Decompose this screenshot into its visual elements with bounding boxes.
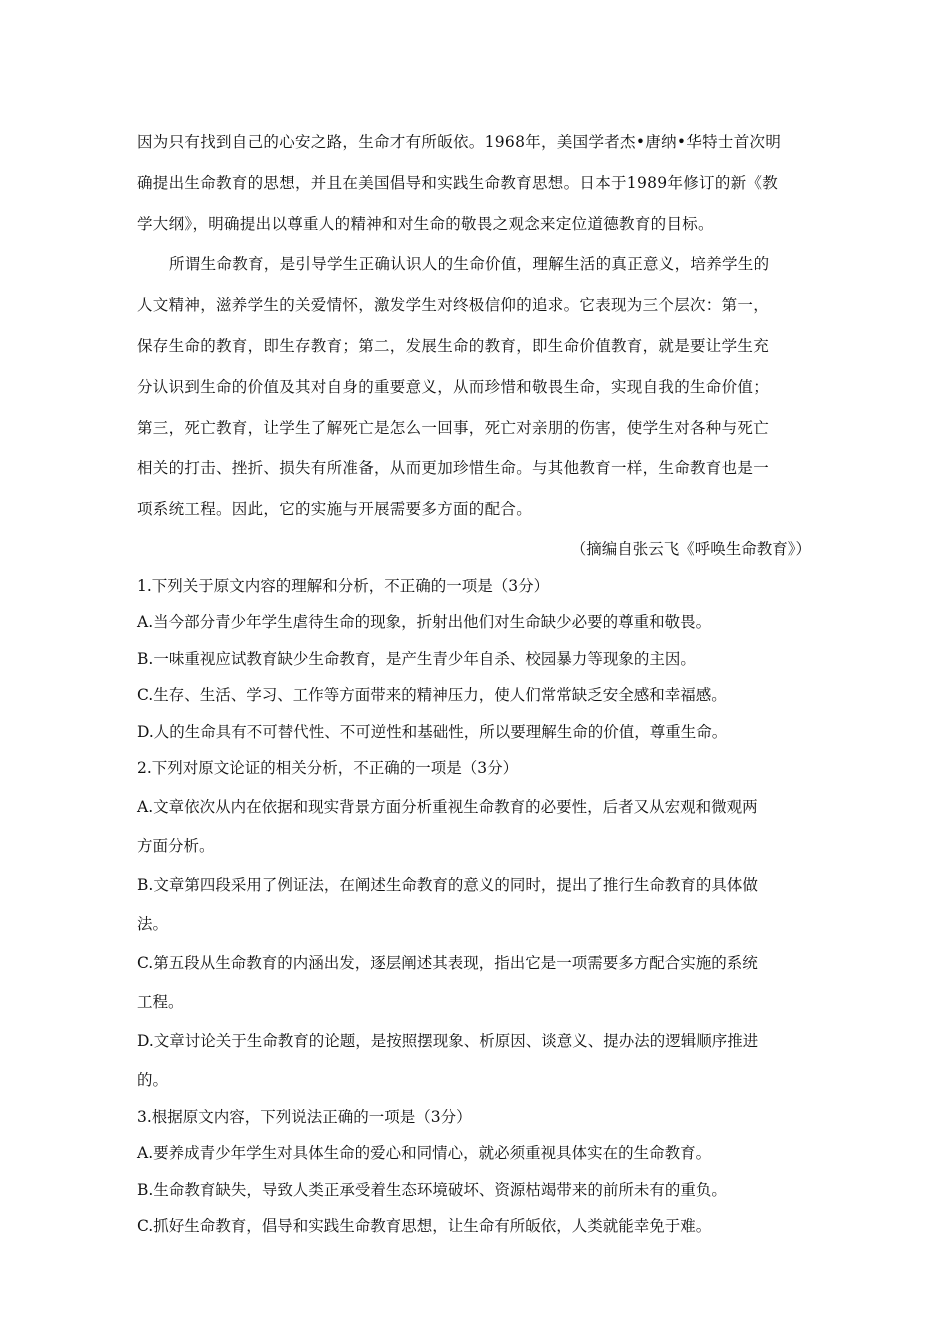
option-b: B.文章第四段采用了例证法，在阐述生命教育的意义的同时，提出了推行生命教育的具体做 — [137, 875, 758, 894]
passage-line: 人文精神，滋养学生的关爱情怀，激发学生对终极信仰的追求。它表现为三个层次：第一， — [137, 296, 770, 315]
option-b: B.一味重视应试教育缺少生命教育，是产生青少年自杀、校园暴力等现象的主因。 — [137, 649, 696, 668]
option-c-continued: 工程。 — [137, 992, 184, 1011]
passage-line: 学大纲》，明确提出以尊重人的精神和对生命的敬畏之观念来定位道德教育的目标。 — [137, 214, 714, 233]
question-3 — [137, 1099, 813, 1245]
passage-source: （摘编自张云飞《呼唤生命教育》） — [570, 539, 811, 558]
option-a: A.要养成青少年学生对具体生命的爱心和同情心，就必须重视具体实在的生命教育。 — [137, 1144, 712, 1163]
question-1 — [137, 568, 813, 751]
passage-line: 因为只有找到自己的心安之路，生命才有所皈依。1968年，美国学者杰•唐纳•华特士首次明 — [137, 133, 782, 151]
question-stem: 3.根据原文内容，下列说法正确的一项是（3分） — [137, 1107, 472, 1126]
option-d-continued: 的。 — [137, 1070, 169, 1089]
option-d: D.文章讨论关于生命教育的论题，是按照摆现象、析原因、谈意义、提办法的逻辑顺序推进 — [137, 1031, 759, 1050]
passage-line: 确提出生命教育的思想，并且在美国倡导和实践生命教育思想。日本于1989年修订的新《教 — [137, 173, 779, 192]
option-b-continued: 法。 — [137, 914, 169, 933]
option-a: A.文章依次从内在依据和现实背景方面分析重视生命教育的必要性，后者又从宏观和微观两 — [137, 797, 758, 816]
question-2 — [137, 750, 813, 1099]
passage-line: 保存生命的教育，即生存教育；第二，发展生命的教育，即生命价值教育，就是要让学生充 — [137, 336, 770, 355]
option-a-continued: 方面分析。 — [137, 836, 215, 855]
passage-line: 所谓生命教育，是引导学生正确认识人的生命价值，理解生活的真正意义，培养学生的 — [169, 255, 770, 274]
passage-line: 相关的打击、挫折、损失有所准备，从而更加珍惜生命。与其他教育一样，生命教育也是一 — [137, 459, 770, 478]
passage-paragraph-continued — [137, 122, 813, 244]
passage-paragraph-last — [137, 244, 813, 530]
option-c: C.第五段从生命教育的内涵出发，逐层阐述其表现，指出它是一项需要多方配合实施的系统 — [137, 953, 758, 972]
passage-line: 项系统工程。因此，它的实施与开展需要多方面的配合。 — [137, 500, 533, 519]
question-stem: 2.下列对原文论证的相关分析，不正确的一项是（3分） — [137, 759, 519, 778]
passage-line: 分认识到生命的价值及其对自身的重要意义，从而珍惜和敬畏生命，实现自我的生命价值； — [137, 377, 770, 396]
option-c: C.抓好生命教育，倡导和实践生命教育思想，让生命有所皈依，人类就能幸免于难。 — [137, 1217, 712, 1236]
question-stem: 1.下列关于原文内容的理解和分析，不正确的一项是（3分） — [137, 576, 550, 595]
option-a: A.当今部分青少年学生虐待生命的现象，折射出他们对生命缺少必要的尊重和敬畏。 — [137, 613, 712, 632]
option-c: C.生存、生活、学习、工作等方面带来的精神压力，使人们常常缺乏安全感和幸福感。 — [137, 686, 727, 705]
passage-line: 第三，死亡教育，让学生了解死亡是怎么一回事，死亡对亲朋的伤害，使学生对各种与死亡 — [137, 418, 770, 437]
document-page — [137, 122, 813, 1245]
option-b: B.生命教育缺失，导致人类正承受着生态环境破坏、资源枯竭带来的前所未有的重负。 — [137, 1180, 727, 1199]
option-d: D.人的生命具有不可替代性、不可逆性和基础性，所以要理解生命的价值，尊重生命。 — [137, 722, 728, 741]
